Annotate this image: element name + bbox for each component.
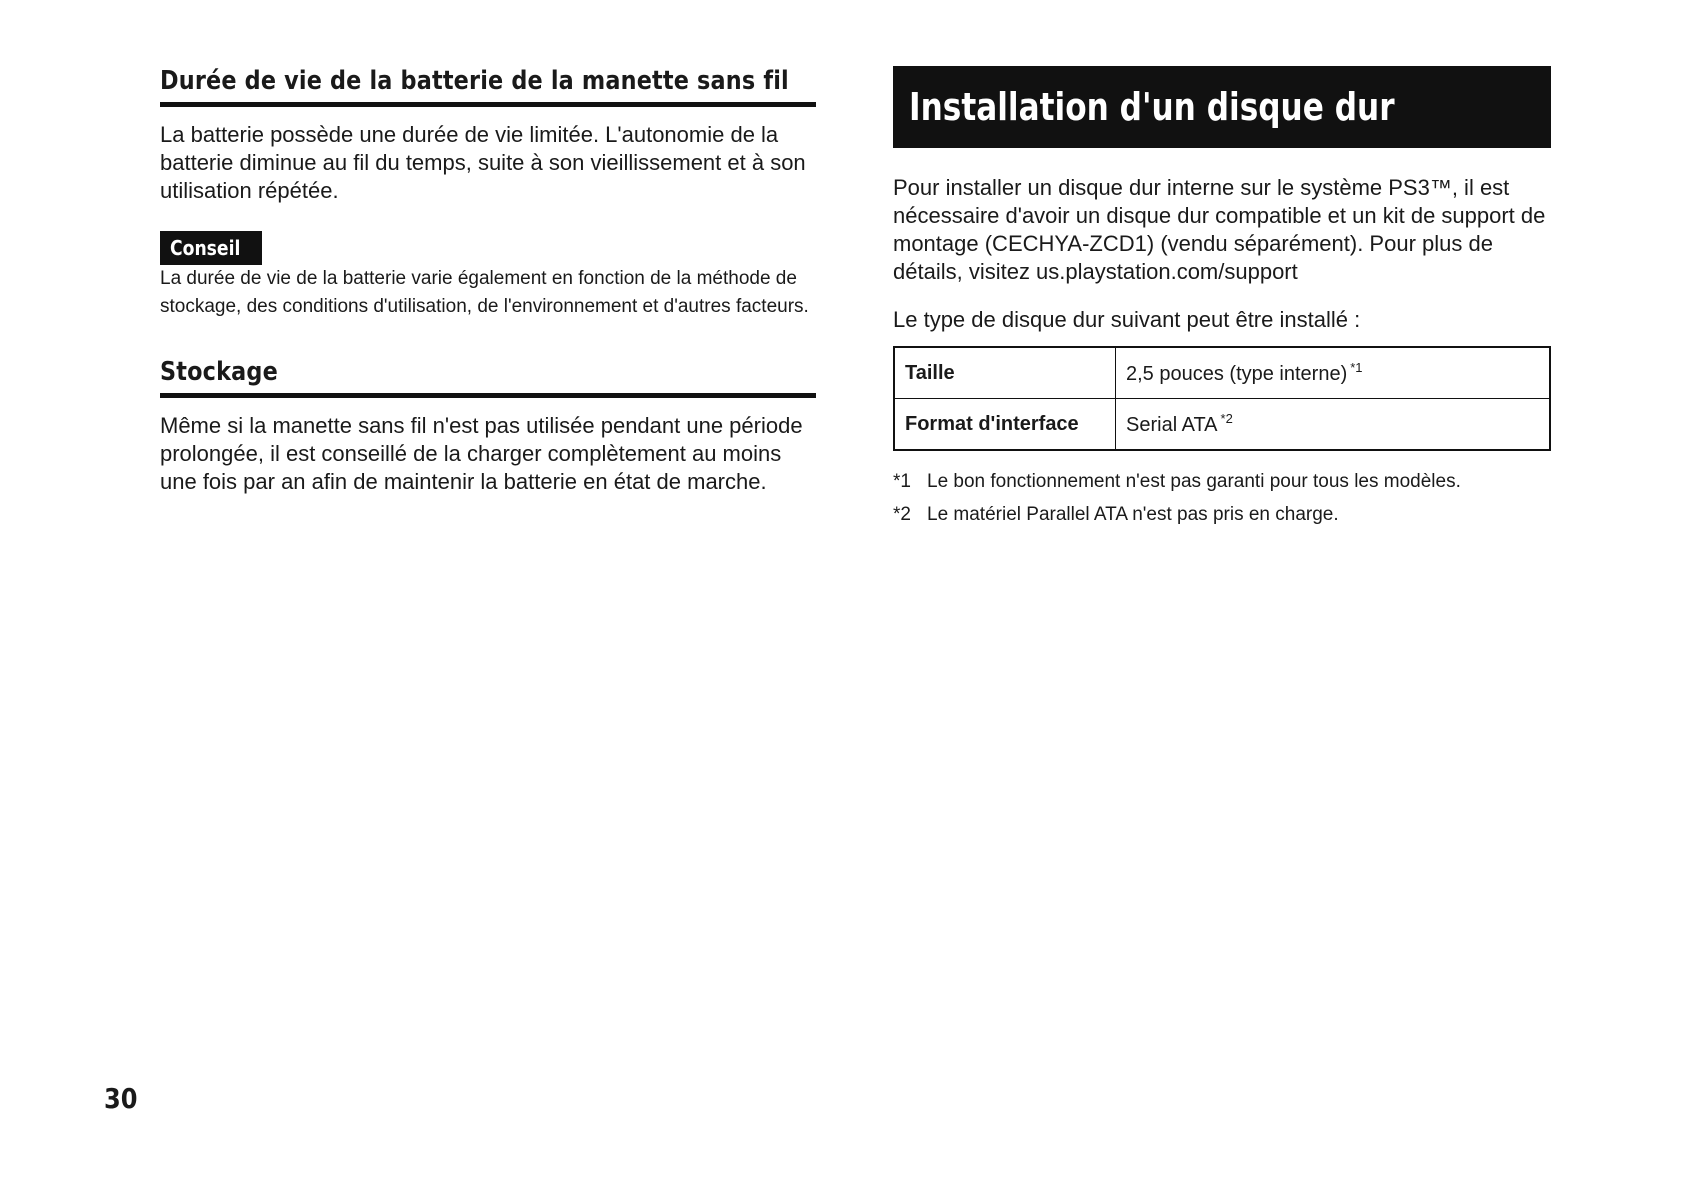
section-divider xyxy=(160,102,816,107)
storage-section-title: Stockage xyxy=(160,357,278,387)
banner-title: Installation d'un disque dur xyxy=(909,85,1395,129)
disk-spec-table xyxy=(893,346,1551,451)
spec-value-text: Serial ATA xyxy=(1126,414,1218,436)
spec-value xyxy=(1116,347,1551,399)
spec-key: Taille xyxy=(894,347,1116,399)
footnote-mark: *1 xyxy=(893,471,911,492)
install-intro-paragraph: Pour installer un disque dur interne sur le système PS3™, il est nécessaire d'avoir un disque dur compatible et un kit de support de montage (CECHYA-ZCD1) (vendu séparément). Pour plus de détails, visitez us.playstation.com/support xyxy=(893,175,1546,284)
section-divider xyxy=(160,393,816,398)
storage-paragraph: Même si la manette sans fil n'est pas utilisée pendant une période prolongée, il est conseillé de la charger complètement au moins une fois par an afin de maintenir la batterie en état de marche. xyxy=(160,413,803,494)
footnote-mark: *2 xyxy=(893,504,911,525)
footnote-item xyxy=(893,498,1551,531)
footnote-item xyxy=(893,465,1551,498)
tip-label: Conseil xyxy=(170,236,241,260)
table-row xyxy=(894,399,1550,451)
footnote-ref: *1 xyxy=(1350,360,1363,375)
footnote-ref: *2 xyxy=(1220,411,1233,426)
spec-value-text: 2,5 pouces (type interne) xyxy=(1126,363,1348,385)
left-column xyxy=(160,64,816,496)
table-row xyxy=(894,347,1550,399)
spec-key: Format d'interface xyxy=(894,399,1116,451)
battery-section-title: Durée de vie de la batterie de la manette sans fil xyxy=(160,66,789,96)
section-banner xyxy=(893,66,1551,148)
tip-text: La durée de vie de la batterie varie également en fonction de la méthode de stockage, des conditions d'utilisation, de l'environnement et d'autres facteurs. xyxy=(160,268,809,317)
spec-value xyxy=(1116,399,1551,451)
battery-paragraph: La batterie possède une durée de vie limitée. L'autonomie de la batterie diminue au fil du temps, suite à son vieillissement et à son utilisation répétée. xyxy=(160,122,806,203)
tip-badge xyxy=(160,231,262,265)
footnote-text: Le matériel Parallel ATA n'est pas pris en charge. xyxy=(927,504,1339,525)
footnotes xyxy=(893,465,1551,531)
footnote-text: Le bon fonctionnement n'est pas garanti pour tous les modèles. xyxy=(927,471,1461,492)
disk-type-line: Le type de disque dur suivant peut être installé : xyxy=(893,307,1361,332)
right-column xyxy=(893,66,1551,531)
page-number: 30 xyxy=(104,1082,138,1115)
